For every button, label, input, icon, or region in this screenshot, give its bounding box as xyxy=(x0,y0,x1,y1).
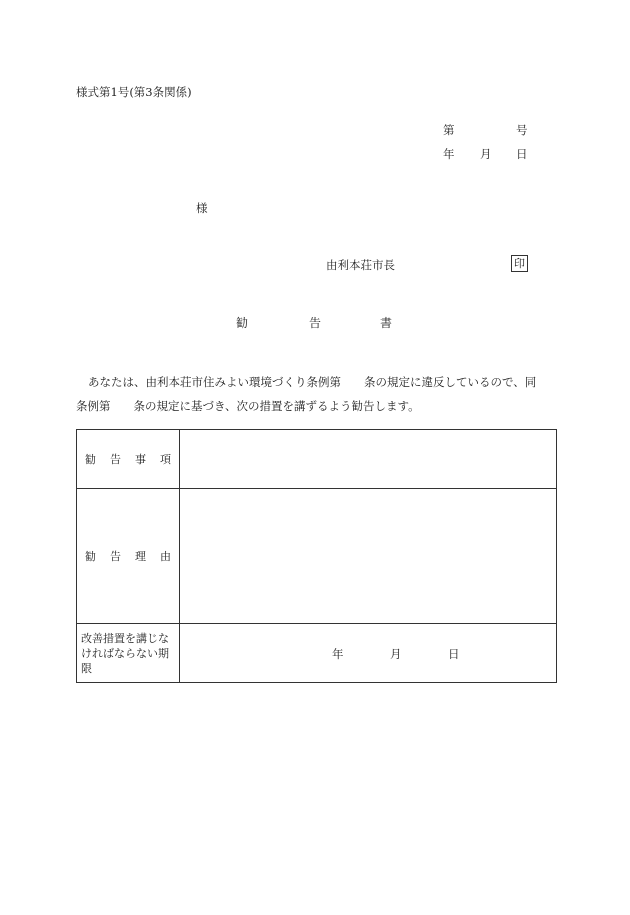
table-row xyxy=(77,430,557,489)
body-line-2: 条例第 条の規定に基づき、次の措置を講ずるよう勧告します。 xyxy=(76,399,420,413)
title-char-1: 勧 xyxy=(236,316,249,330)
title-char-2: 告 xyxy=(309,316,322,330)
body-paragraph xyxy=(76,370,556,418)
deadline-label: 改善措置を講じなければならない期限 xyxy=(77,624,180,683)
deadline-month: 月 xyxy=(390,647,402,661)
number-prefix: 第 xyxy=(443,123,455,137)
reason-label: 勧 告 理 由 xyxy=(77,489,180,624)
form-number: 様式第1号(第3条関係) xyxy=(76,85,192,99)
seal-mark: 印 xyxy=(511,255,528,272)
reason-field[interactable] xyxy=(180,489,557,624)
deadline-field[interactable] xyxy=(180,624,557,683)
matter-field[interactable] xyxy=(180,430,557,489)
table-row xyxy=(77,624,557,683)
deadline-day: 日 xyxy=(448,647,460,661)
date-month: 月 xyxy=(480,147,492,161)
date-day: 日 xyxy=(516,147,528,161)
document-title xyxy=(236,314,396,332)
body-line-1: あなたは、由利本荘市住みよい環境づくり条例第 条の規定に違反しているので、同 xyxy=(88,375,537,389)
title-char-3: 書 xyxy=(380,316,393,330)
matter-label: 勧 告 事 項 xyxy=(77,430,180,489)
date-year: 年 xyxy=(443,147,455,161)
number-suffix: 号 xyxy=(516,123,528,137)
issuer-name: 由利本荘市長 xyxy=(326,258,395,272)
recommendation-table xyxy=(76,429,557,683)
addressee-suffix: 様 xyxy=(196,201,208,215)
table-row xyxy=(77,489,557,624)
deadline-year: 年 xyxy=(332,647,344,661)
